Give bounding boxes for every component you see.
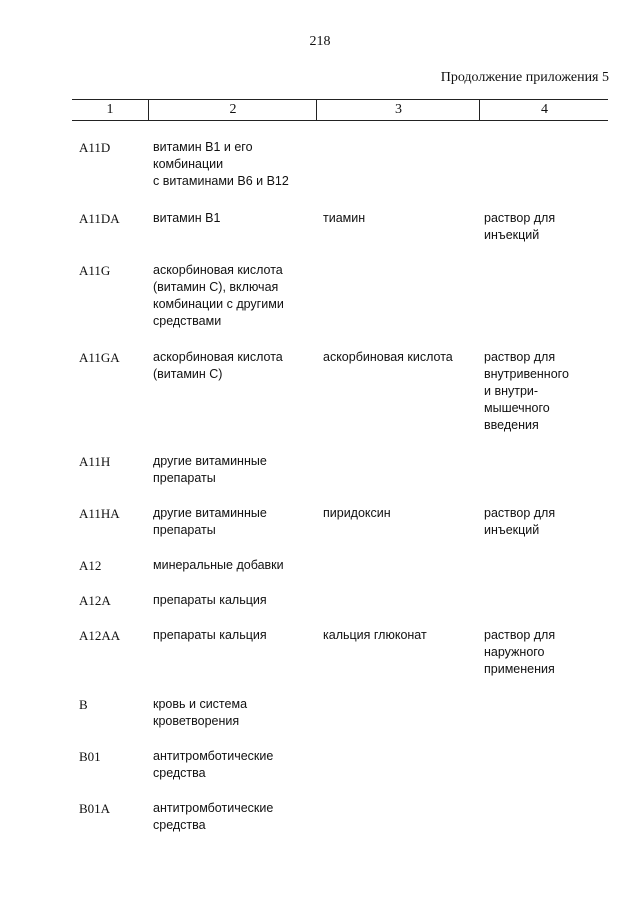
column-header-2: 2 xyxy=(148,100,317,120)
column-header-4: 4 xyxy=(479,100,609,120)
anatomical-group: минеральные добавки xyxy=(153,558,284,572)
dosage-form: раствор для внутривенного и внутри- мышечного введения xyxy=(484,350,569,432)
anatomical-group: кровь и система кроветворения xyxy=(153,697,248,728)
anatomical-group: витамин В1 xyxy=(153,211,221,225)
atc-code: B01A xyxy=(79,801,111,816)
atc-code: A11GA xyxy=(79,350,120,365)
atc-code: A11DA xyxy=(79,211,120,226)
anatomical-group: аскорбиновая кислота (витамин С), включая комбинации с другими средствами xyxy=(153,263,284,328)
atc-code: A12A xyxy=(79,593,111,608)
atc-code: B01 xyxy=(79,749,101,764)
anatomical-group: антитромботические средства xyxy=(153,801,274,832)
anatomical-group: другие витаминные препараты xyxy=(153,506,267,537)
anatomical-group: аскорбиновая кислота (витамин С) xyxy=(153,350,283,381)
column-header-1: 1 xyxy=(106,102,114,117)
dosage-form: раствор для наружного применения xyxy=(484,628,556,676)
atc-code: A11H xyxy=(79,454,111,469)
atc-code: A12AA xyxy=(79,628,121,643)
anatomical-group: другие витаминные препараты xyxy=(153,454,267,485)
continuation-caption: Продолжение приложения 5 xyxy=(440,70,609,85)
atc-code: A11D xyxy=(79,140,111,155)
substance-name: аскорбиновая кислота xyxy=(323,350,453,364)
column-header-3: 3 xyxy=(316,100,480,120)
anatomical-group: препараты кальция xyxy=(153,628,267,642)
substance-name: тиамин xyxy=(323,211,366,225)
anatomical-group: витамин В1 и его комбинации с витаминами В6 и В12 xyxy=(153,140,289,188)
dosage-form: раствор для инъекций xyxy=(484,211,556,242)
atc-code: B xyxy=(79,697,88,712)
atc-code: A11HA xyxy=(79,506,120,521)
substance-name: пиридоксин xyxy=(323,506,391,520)
anatomical-group: препараты кальция xyxy=(153,593,267,607)
anatomical-group: антитромботические средства xyxy=(153,749,274,780)
page-number: 218 xyxy=(309,34,331,49)
table-header xyxy=(72,99,608,121)
substance-name: кальция глюконат xyxy=(323,628,427,642)
atc-code: A11G xyxy=(79,263,111,278)
atc-code: A12 xyxy=(79,558,102,573)
dosage-form: раствор для инъекций xyxy=(484,506,556,537)
